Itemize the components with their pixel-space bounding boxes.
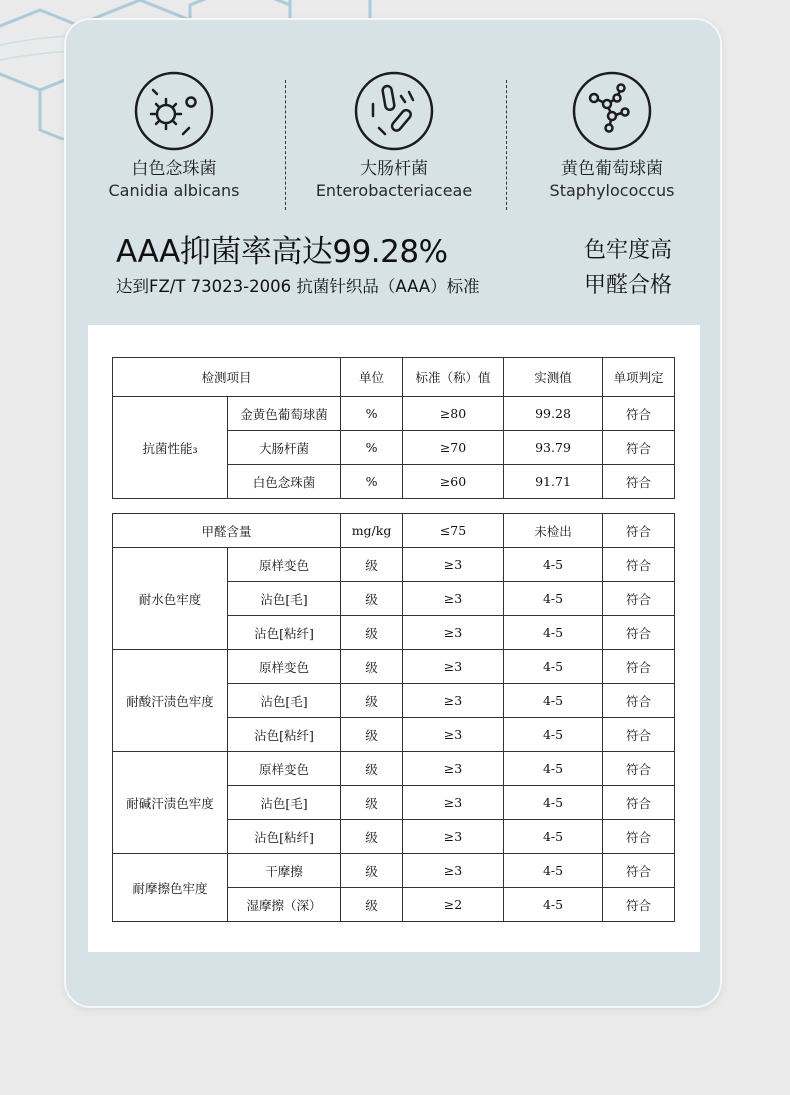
header-standard: 标准（称）值 [403,358,504,397]
cell: 级 [341,684,403,718]
cell: 91.71 [504,465,603,499]
cell: ≥3 [403,786,504,820]
header-item: 检测项目 [113,358,341,397]
germ-name-cn: 白色念珠菌 [131,159,217,179]
table-header-row [113,358,675,397]
table-row [113,752,675,786]
cell: 级 [341,786,403,820]
group-label: 耐酸汗渍色牢度 [113,650,228,752]
cell: 符合 [603,548,675,582]
cell: 级 [341,820,403,854]
cell: 沾色[毛] [228,582,341,616]
germ-ecoli [294,68,494,202]
table-row [113,854,675,888]
cell: 级 [341,752,403,786]
cell: ≥2 [403,888,504,922]
cell: 符合 [603,752,675,786]
cell: 未检出 [504,514,603,548]
cell: 沾色[毛] [228,786,341,820]
cell: 白色念珠菌 [228,465,341,499]
cell: 级 [341,616,403,650]
group-label: 耐碱汗渍色牢度 [113,752,228,854]
germ-staph [512,68,712,202]
germ-name-en: Enterobacteriaceae [315,181,473,200]
cell: 符合 [603,431,675,465]
fastness-table [112,513,675,922]
cell: 沾色[毛] [228,684,341,718]
germ-name-en: Staphylococcus [549,181,675,200]
germ-name-cn: 黄色葡萄球菌 [561,159,663,179]
cell: % [341,431,403,465]
cell: 符合 [603,888,675,922]
cell: 4-5 [504,548,603,582]
table-row [113,548,675,582]
germ-name-en: Canidia albicans [108,181,240,200]
cell: 级 [341,888,403,922]
cell: ≥60 [403,465,504,499]
cell: ≥70 [403,431,504,465]
cell: 符合 [603,582,675,616]
cell: 大肠杆菌 [228,431,341,465]
table-row [113,650,675,684]
cell: 4-5 [504,786,603,820]
cell: 4-5 [504,888,603,922]
cell: 4-5 [504,684,603,718]
cell: 4-5 [504,616,603,650]
cell: ≥3 [403,650,504,684]
cell: 4-5 [504,752,603,786]
cell: ≥3 [403,820,504,854]
cell: ≥3 [403,854,504,888]
badge-formaldehyde: 甲醛合格 [583,273,672,298]
divider [285,80,286,210]
cell: 原样变色 [228,548,341,582]
standard-line: 达到FZ/T 73023-2006 抗菌针织品（AAA）标准 [116,277,480,296]
cell: ≥3 [403,548,504,582]
cell: 级 [341,718,403,752]
cell: 93.79 [504,431,603,465]
cell: 金黄色葡萄球菌 [228,397,341,431]
cell: ≥80 [403,397,504,431]
cell: ≥3 [403,616,504,650]
header-verdict: 单项判定 [603,358,675,397]
cell: 级 [341,650,403,684]
germ-name-cn: 大肠杆菌 [360,159,428,179]
cell: 沾色[粘纤] [228,616,341,650]
group-label: 耐摩擦色牢度 [113,854,228,922]
molecule-icon [569,68,655,154]
group-label: 抗菌性能₃ [113,397,228,499]
table-row [113,514,675,548]
cell: 4-5 [504,650,603,684]
cell: 4-5 [504,718,603,752]
group-label: 耐水色牢度 [113,548,228,650]
cell: 符合 [603,514,675,548]
cell: 符合 [603,616,675,650]
cell: 级 [341,854,403,888]
cell: 4-5 [504,820,603,854]
cell: ≥3 [403,582,504,616]
cell: 符合 [603,718,675,752]
test-report-sheet [88,325,700,952]
cell: 符合 [603,786,675,820]
cell: 符合 [603,820,675,854]
badge-color-fastness: 色牢度高 [583,238,672,263]
cell: 符合 [603,684,675,718]
cell: 符合 [603,465,675,499]
cell: 级 [341,582,403,616]
cell: ≥3 [403,718,504,752]
cell: 原样变色 [228,752,341,786]
headline: AAA抑菌率高达99.28% [116,234,448,270]
cell: 沾色[粘纤] [228,718,341,752]
antibacterial-table [112,357,675,499]
fungus-icon [131,68,217,154]
cell: 4-5 [504,582,603,616]
germ-candida [74,68,274,202]
cell: 99.28 [504,397,603,431]
cell: mg/kg [341,514,403,548]
cell: 干摩擦 [228,854,341,888]
table-row [113,397,675,431]
cell: ≥3 [403,752,504,786]
cell: 原样变色 [228,650,341,684]
divider [506,80,507,210]
cell: 4-5 [504,854,603,888]
bacteria-icon [351,68,437,154]
cell: 符合 [603,650,675,684]
cell: ≤75 [403,514,504,548]
report-card [64,18,722,1008]
cell: % [341,465,403,499]
cell: 沾色[粘纤] [228,820,341,854]
header-measured: 实测值 [504,358,603,397]
cell: 符合 [603,854,675,888]
cell: 湿摩擦（深） [228,888,341,922]
cell: 甲醛含量 [113,514,341,548]
cell: ≥3 [403,684,504,718]
cell: % [341,397,403,431]
cell: 级 [341,548,403,582]
cell: 符合 [603,397,675,431]
header-unit: 单位 [341,358,403,397]
